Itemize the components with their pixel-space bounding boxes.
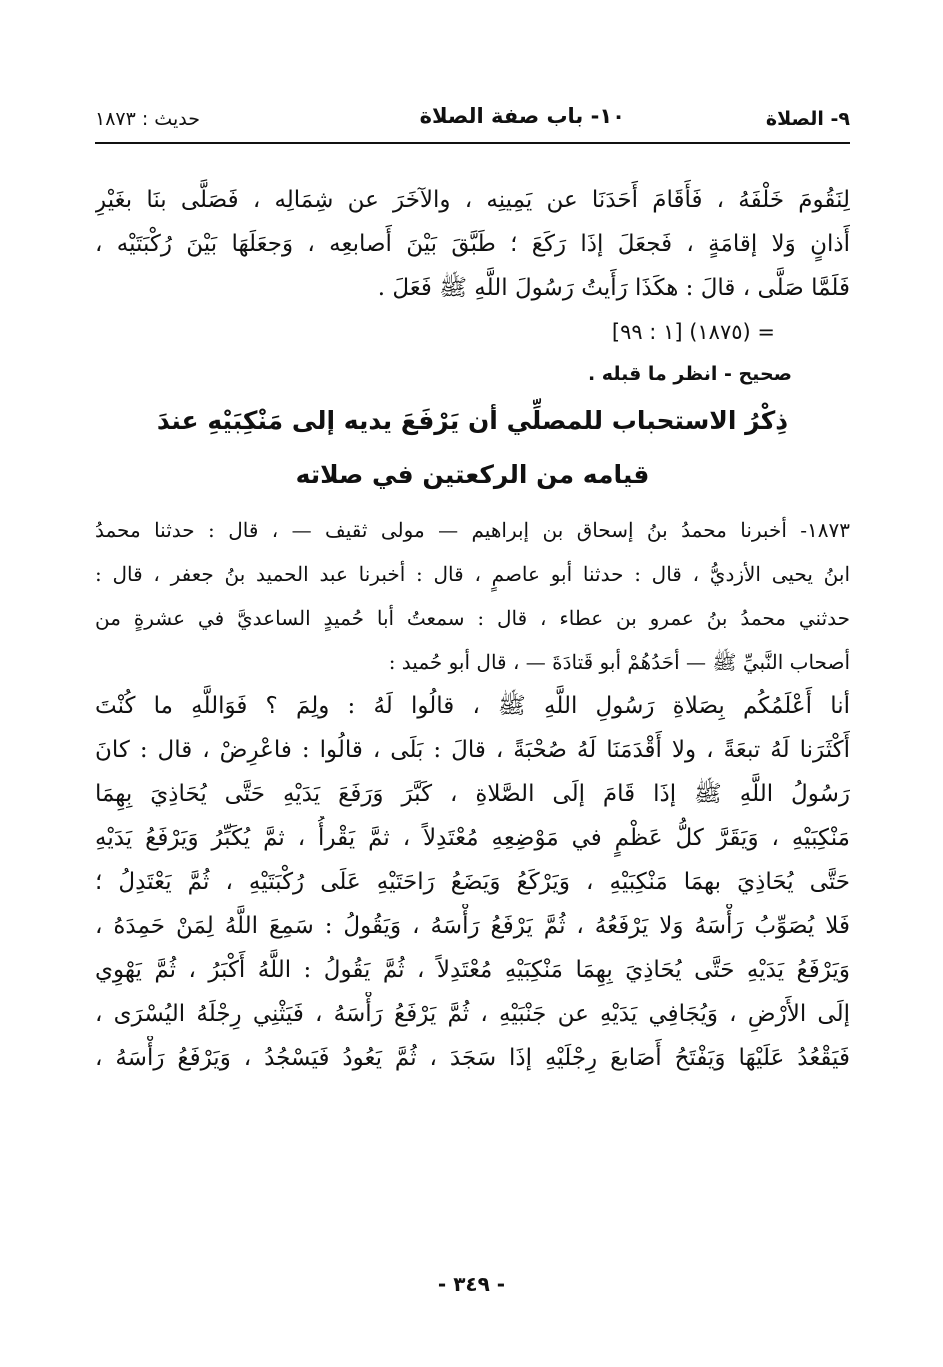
text-line: فَيَقْعُدُ عَلَيْهَا وَيَفْتَحُ أَصَابعَ رِجْلَيْهِ إذَا سَجَدَ ، ثُمَّ يَعُودُ فَيَسْجُدُ ، وَيَرْفَعُ رَأْسَهُ ،	[95, 1045, 850, 1071]
header-divider	[95, 142, 850, 144]
text-line: ١٨٧٣- أخبرنا محمدُ بنُ إسحاق بن إبراهيم — مولى ثقيف — ، قال : حدثنا محمدُ	[95, 518, 850, 542]
running-header	[95, 100, 850, 140]
matn-text	[95, 684, 850, 1080]
text-line: ابنُ يحيى الأزديُّ ، قال : حدثنا أبو عاصمٍ ، قال : أخبرنا عبد الحميد بنُ جعفر ، قال :	[95, 562, 850, 586]
isnad-text	[95, 508, 850, 684]
header-hadith-number: حديث : ١٨٧٣	[95, 108, 200, 130]
text-line: أَذانٍ وَلا إقامَةٍ ، فَجعَلَ إذَا رَكَعَ ؛ طَبَّقَ بَيْنَ أَصابعِه ، وَجعَلَهَا بَيْنَ رُكْبَتَيْه ،	[95, 231, 850, 257]
text-line: وَيَرْفَعُ يَدَيْهِ حَتَّى يُحَاذِيَ بِهِمَا مَنْكِبَيْهِ مُعْتَدِلاً ، ثُمَّ يَقُولُ : اللَّهُ أَكْبَرُ ، ثُمَّ يَهْوِي	[95, 957, 850, 983]
text-line: مَنْكِبَيْهِ ، وَيَقَرَّ كلُّ عَظْمٍ في مَوْضِعِهِ مُعْتَدِلاً ، ثمَّ يَقْرأُ ، ثمَّ يُكَبِّرُ وَيَرْفَعُ يَدَيْهِ	[95, 825, 850, 851]
text-line: حَتَّى يُحَاذِيَ بهمَا مَنْكِبَيْهِ ، وَيَرْكَعُ وَيَضَعُ رَاحَتَيْهِ عَلَى رُكْبَتَيْهِ ، ثُمَّ يَعْتَدِلُ ؛	[95, 869, 850, 895]
text-line: أصحاب النَّبيِّ ﷺ — أحَدُهُمْ أبو قَتادَةَ — ، قال أبو حُميد :	[388, 650, 850, 674]
text-line: فَلَمَّا صَلَّى ، قالَ : هكَذَا رَأَيتُ رَسُولَ اللَّهِ ﷺ فَعَلَ .	[377, 275, 850, 301]
header-chapter-title: ١٠- باب صفة الصلاة	[419, 104, 625, 128]
cross-reference: = (١٨٧٥) [١ : ٩٩]	[611, 320, 775, 344]
section-title-line: ذِكْرُ الاستحباب للمصلِّي أن يَرْفَعَ يديه إلى مَنْكِبَيْهِ عندَ	[156, 406, 789, 435]
continuation-text	[95, 178, 850, 310]
text-line: حدثني محمدُ بنُ عمرو بن عطاء ، قال : سمعتُ أبا حُميدٍ الساعديَّ في عشرةٍ من	[95, 606, 850, 630]
hadith-grading: صحيح - انظر ما قبله .	[587, 363, 792, 385]
page-number: - ٣٤٩ -	[437, 1272, 506, 1296]
section-heading	[95, 394, 850, 502]
text-line: أَكْثَرَنا لَهُ تبعَةً ، ولا أَقْدَمَنَا لَهُ صُحْبَةً ، قالَ : بَلَى ، قالُوا : فاعْرِضْ ، قال : كانَ	[95, 737, 850, 763]
header-book-title: ٩- الصلاة	[765, 108, 850, 130]
text-line: لِنَقُومَ خَلْفَهُ ، فَأَقَامَ أَحَدَنَا عن يَمِينِه ، والآخَرَ عن شِمَالِه ، فَصَلَّى بنَا بغَيْرِ	[95, 187, 850, 213]
text-line: إلَى الأَرْضِ ، وَيُجَافِي يَدَيْهِ عن جَنْبَيْهِ ، ثُمَّ يَرْفَعُ رَأْسَهُ ، فَيَثْنِي رِجْلَهُ اليُسْرَى ،	[95, 1001, 850, 1027]
text-line: أنا أَعْلَمُكُم بِصَلاةِ رَسُولِ اللَّهِ ﷺ ، قالُوا لَهُ : ولِمَ ؟ فَوَاللَّهِ ما كُنْتَ	[95, 693, 850, 719]
text-line: فَلا يُصَوِّبُ رَأْسَهُ وَلا يَرْفَعُهُ ، ثُمَّ يَرْفَعُ رَأْسَهُ ، وَيَقُولُ : سَمِعَ اللَّهُ لِمَنْ حَمِدَهُ ،	[95, 913, 850, 939]
page-body	[95, 178, 850, 1080]
text-line: رَسُولُ اللَّهِ ﷺ إذَا قَامَ إلَى الصَّلاةِ ، كَبَّرَ وَرَفَعَ يَدَيْهِ حَتَّى يُحَاذِيَ بِهِمَا	[95, 781, 850, 807]
section-title-line: قيامه من الركعتين في صلاته	[295, 460, 650, 489]
